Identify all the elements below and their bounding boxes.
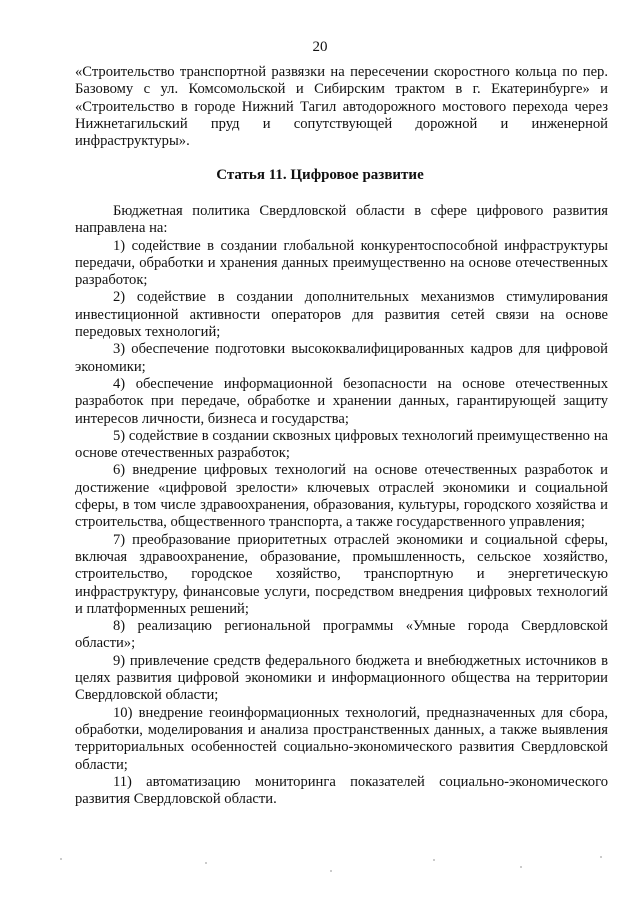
list-item: 10) внедрение геоинформационных технологий, предназначенных для сбора, обработки, моделирования и анализа пространственных данных, а также выявления территориальных особенностей социально-экономического развития Свердловской области; bbox=[75, 704, 608, 773]
list-item: 2) содействие в создании дополнительных механизмов стимулирования инвестиционной активности операторов для развития сетей связи на основе передовых технологий; bbox=[75, 289, 608, 341]
scan-speck bbox=[205, 862, 207, 864]
scan-speck bbox=[330, 870, 332, 872]
scan-speck bbox=[600, 856, 602, 858]
article-body bbox=[75, 203, 608, 808]
list-item: 3) обеспечение подготовки высококвалифицированных кадров для цифровой экономики; bbox=[75, 341, 608, 375]
list-item: 4) обеспечение информационной безопасности на основе отечественных разработок при передаче, обработке и хранении данных, гарантирующей защиту интересов личности, бизнеса и государства; bbox=[75, 375, 608, 427]
list-item: 7) преобразование приоритетных отраслей экономики и социальной сферы, включая здравоохранение, образование, промышленность, сельское хозяйство, строительство, городское хозяйство, транспортную и энергетическую инфраструктуру, финансовые услуги, посредством внедрения цифровых технологий и платформенных решений; bbox=[75, 531, 608, 617]
lead-paragraph: Бюджетная политика Свердловской области в сфере цифрового развития направлена на: bbox=[75, 203, 608, 237]
list-item: 9) привлечение средств федерального бюджета и внебюджетных источников в целях развития цифровой экономики и информационного общества на территории Свердловской области; bbox=[75, 652, 608, 704]
list-item: 1) содействие в создании глобальной конкурентоспособной инфраструктуры передачи, обработки и хранения данных преимущественно на основе отечественных разработок; bbox=[75, 237, 608, 289]
list-item: 8) реализацию региональной программы «Умные города Свердловской области»; bbox=[75, 618, 608, 652]
scan-speck bbox=[520, 866, 522, 868]
list-item: 11) автоматизацию мониторинга показателей социально-экономического развития Свердловской области. bbox=[75, 773, 608, 808]
intro-block bbox=[75, 64, 608, 150]
page-number: 20 bbox=[312, 39, 328, 55]
intro-paragraph: «Строительство транспортной развязки на пересечении скоростного кольца по пер. Базовому с ул. Комсомольской и Сибирским трактом в г. Екатеринбурге» и «Строительство в городе Нижний Тагил автодорожного мостового перехода через Нижнетагильский пруд и сопутствующей дорожной и инженерной инфраструктуры». bbox=[75, 64, 608, 150]
list-item: 5) содействие в создании сквозных цифровых технологий преимущественно на основе отечественных разработок; bbox=[75, 427, 608, 462]
article-heading: Статья 11. Цифровое развитие bbox=[216, 167, 424, 183]
scan-speck bbox=[60, 858, 62, 860]
list-item: 6) внедрение цифровых технологий на основе отечественных разработок и достижение «цифровой зрелости» ключевых отраслей экономики и социальной сферы, в том числе здравоохранения, образования, культуры, городского хозяйства и строительства, общественного транспорта, а также государственного управления; bbox=[75, 462, 608, 531]
scan-speck bbox=[433, 859, 435, 861]
